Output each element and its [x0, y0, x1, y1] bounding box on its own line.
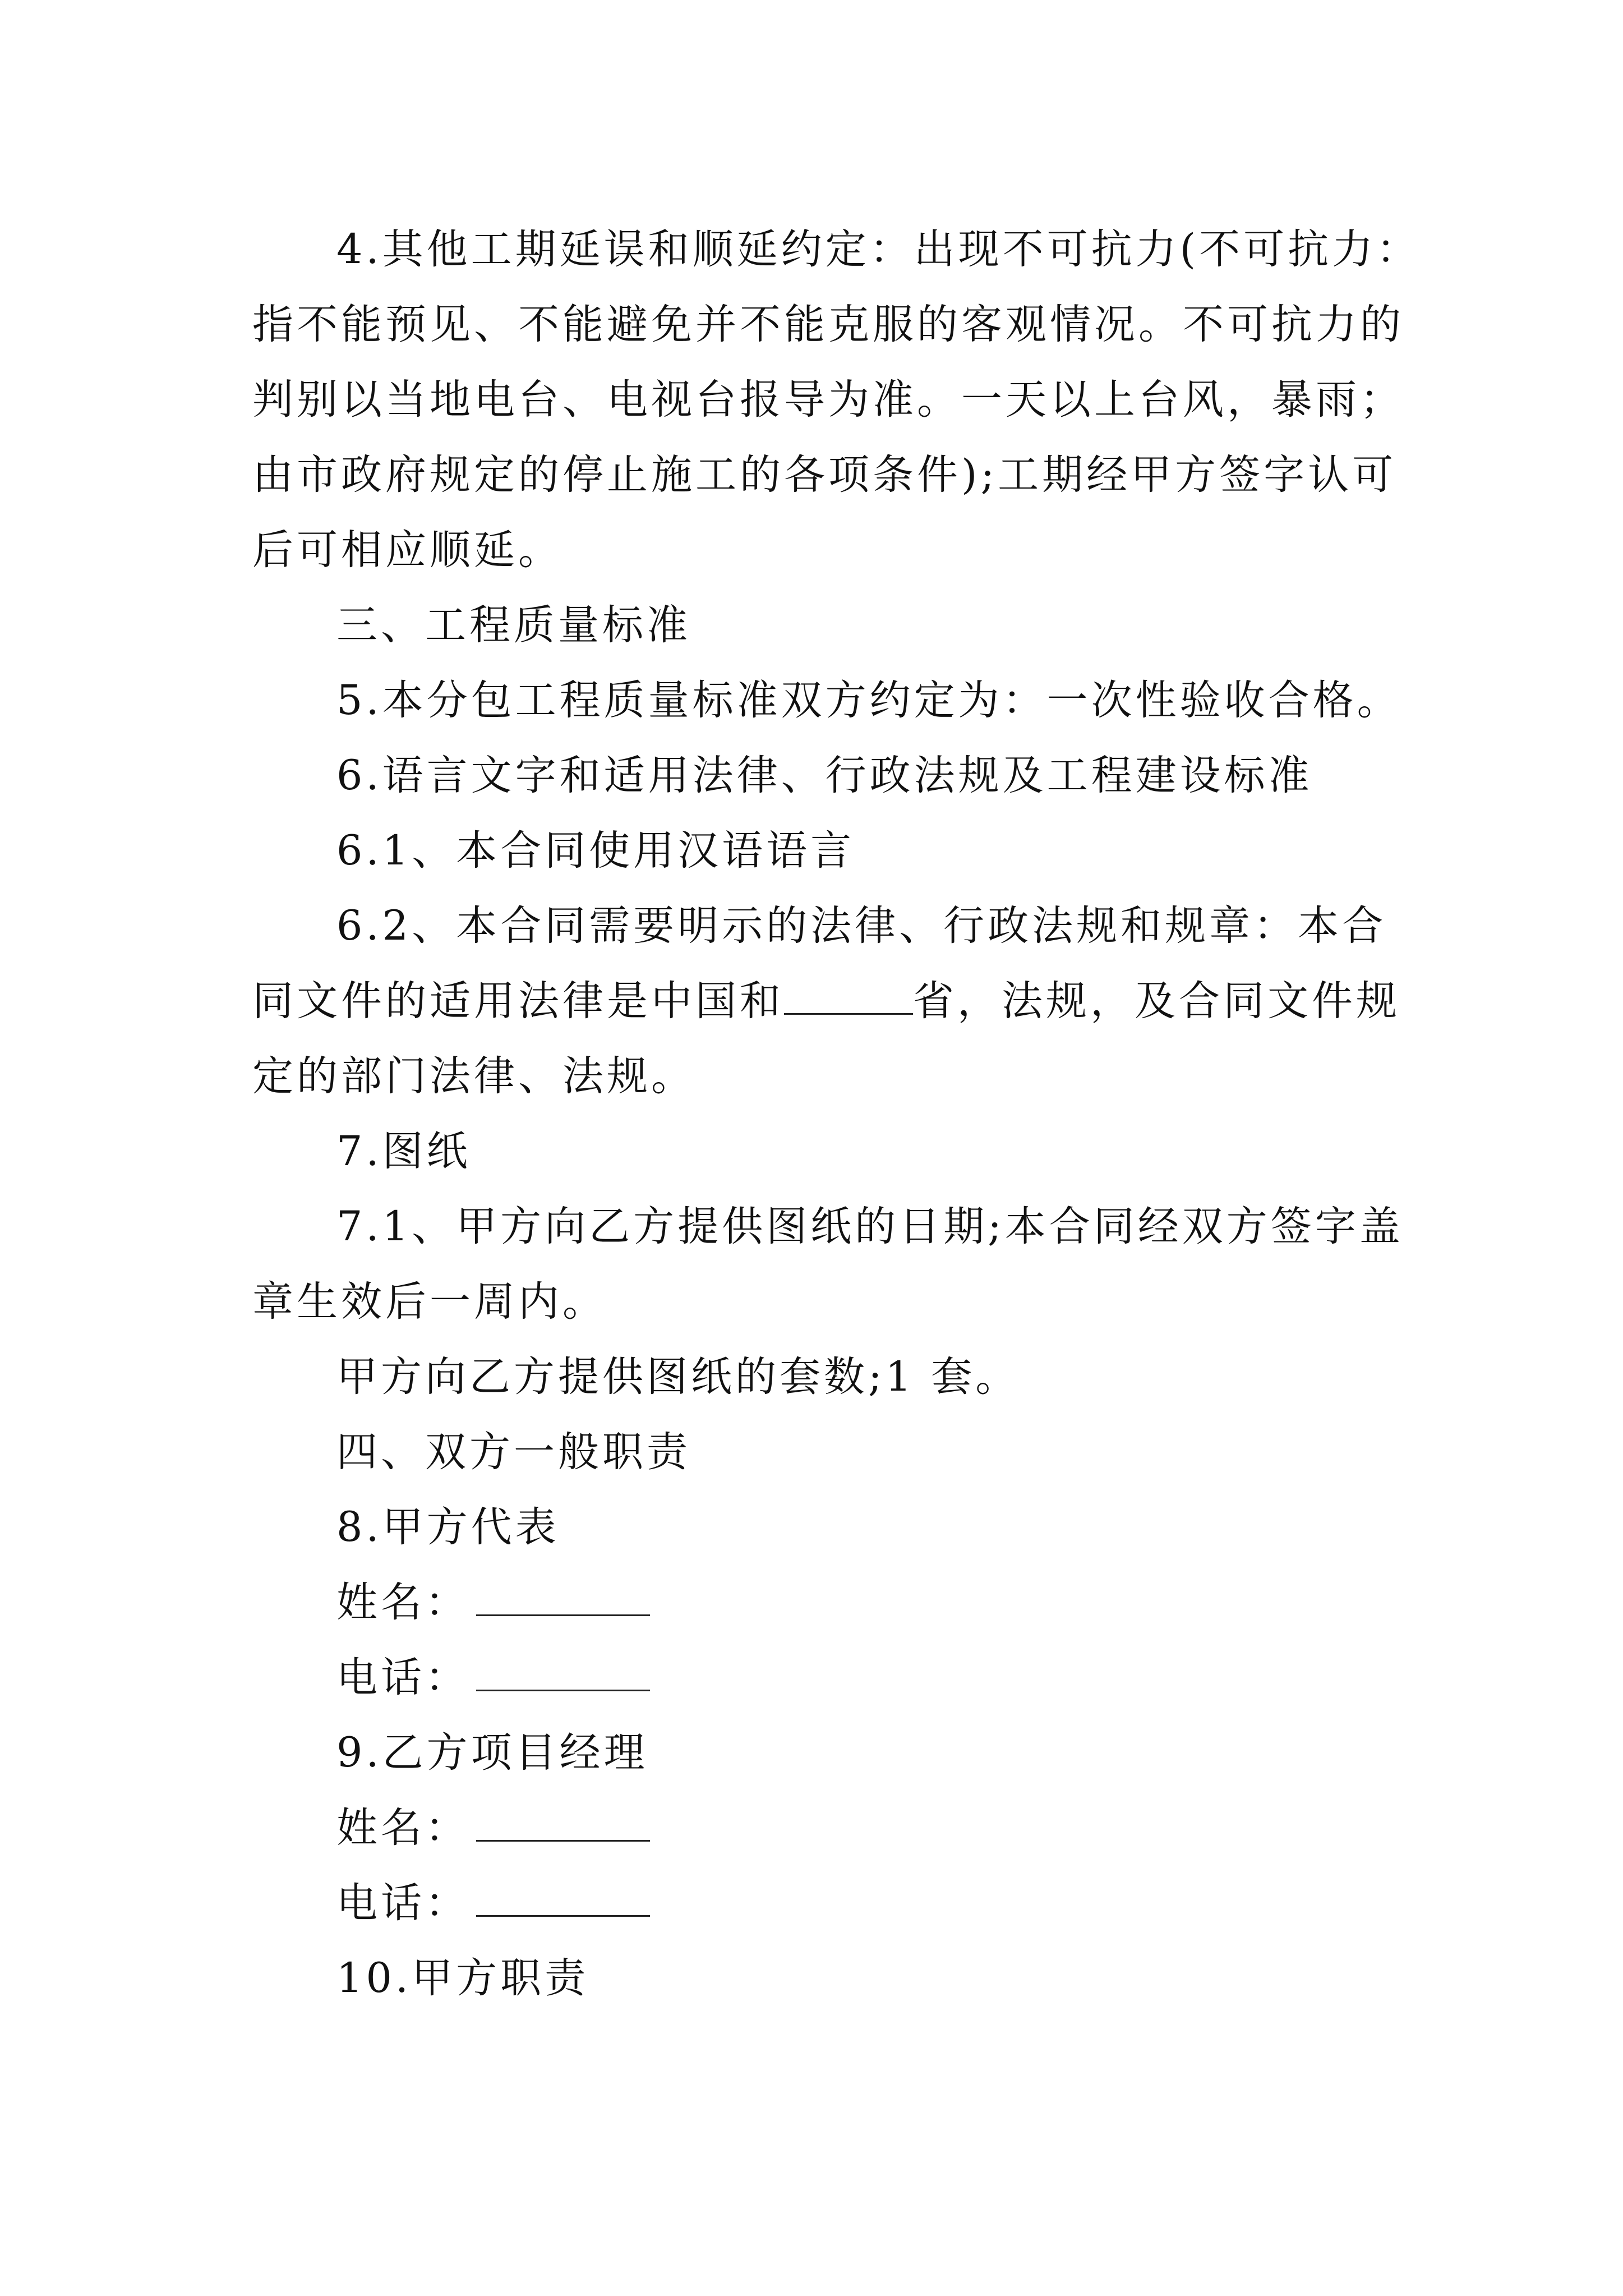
party-b-name-row — [252, 1791, 1430, 1866]
name-blank — [476, 1580, 650, 1616]
section-heading-duties: 四、双方一般职责 — [336, 1428, 691, 1476]
drawing-sets-count: 甲方向乙方提供图纸的套数;1 套。 — [336, 1353, 1020, 1401]
clause-6-2-laws — [252, 889, 1430, 1114]
party-b-phone-row — [252, 1866, 1430, 1941]
clause-6-language-law: 6.语言文字和适用法律、行政法规及工程建设标准 — [336, 752, 1313, 799]
clause-4-delay: 4.其他工期延误和顺延约定：出现不可抗力(不可抗力：指不能预见、不能避免并不能克服的客观情况。不可抗力的判别以当地电台、电视台报导为准。一天以上台风，暴雨；由市政府规定的停止施工的各项条件);工期经甲方签字认可后可相应顺延。 — [252, 226, 1421, 574]
clause-6-1-language: 6.1、本合同使用汉语语言 — [336, 827, 855, 875]
clause-6-2-text-a: 6.2、本合同需要明示的法律、行政法规和规章：本合同文件的适用法律是中国和 — [252, 902, 1387, 1025]
party-a-phone-row — [252, 1640, 1430, 1715]
name-label: 姓名： — [336, 1579, 469, 1626]
clause-8-party-a-rep: 8.甲方代表 — [336, 1503, 560, 1551]
province-blank — [784, 978, 913, 1015]
document-body — [252, 212, 1430, 2016]
phone-label: 电话： — [336, 1879, 469, 1927]
clause-6-2-text-b: 省，法规，及合同文件规定的部门法律、法规。 — [252, 977, 1400, 1100]
clause-7-drawings: 7.图纸 — [336, 1128, 471, 1175]
phone-blank — [476, 1655, 650, 1691]
clause-9-party-b-manager: 9.乙方项目经理 — [336, 1729, 648, 1777]
party-a-name-row — [252, 1565, 1430, 1640]
phone-label: 电话： — [336, 1654, 469, 1701]
clause-10-party-a-duties: 10.甲方职责 — [336, 1954, 589, 2002]
clause-7-1-drawing-date: 7.1、甲方向乙方提供图纸的日期;本合同经双方签字盖章生效后一周内。 — [252, 1203, 1404, 1326]
section-heading-quality: 三、工程质量标准 — [336, 601, 691, 649]
name-label: 姓名： — [336, 1804, 469, 1852]
clause-5-quality-standard: 5.本分包工程质量标准双方约定为：一次性验收合格。 — [336, 677, 1401, 724]
phone-blank — [476, 1880, 650, 1917]
name-blank — [476, 1805, 650, 1842]
